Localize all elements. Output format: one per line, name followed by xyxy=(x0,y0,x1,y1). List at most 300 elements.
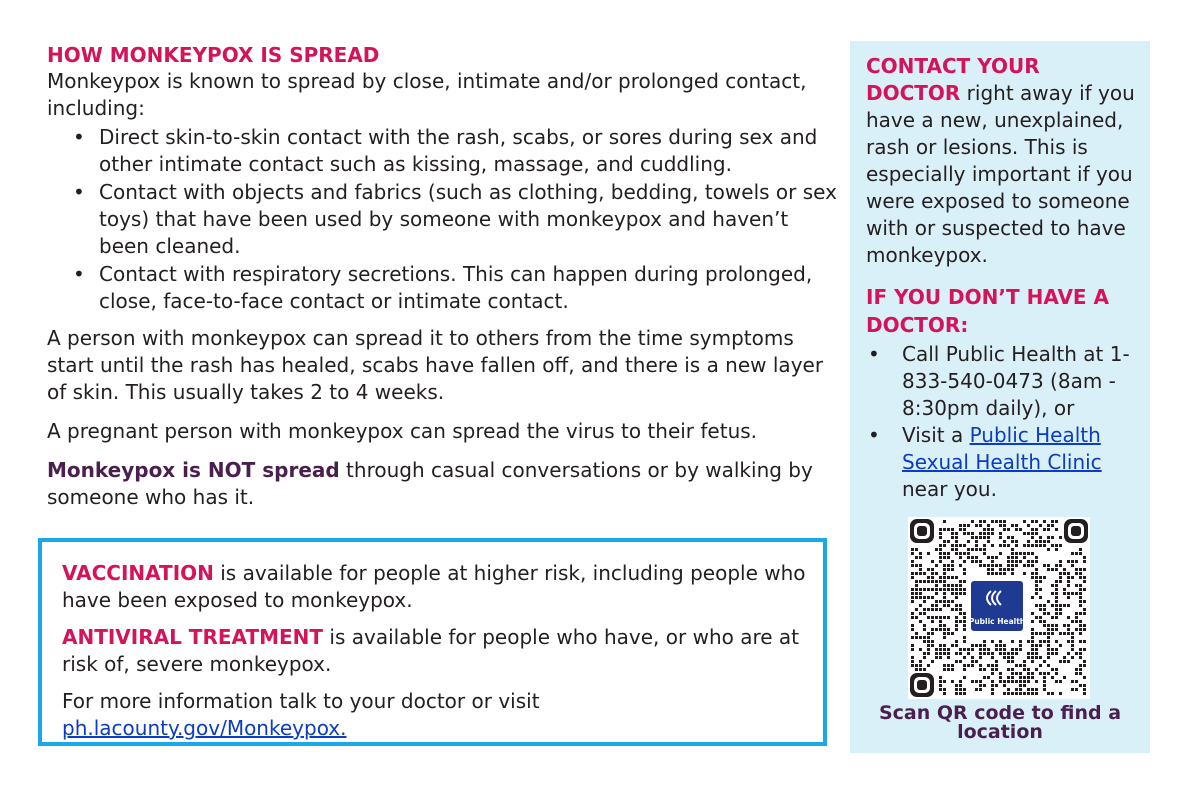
qr-module xyxy=(955,616,958,619)
qr-module xyxy=(1051,520,1054,523)
qr-module xyxy=(1055,544,1058,547)
qr-module xyxy=(943,636,946,639)
qr-module xyxy=(947,664,950,667)
qr-module xyxy=(1059,612,1062,615)
qr-module xyxy=(1015,540,1018,543)
qr-module xyxy=(951,532,954,535)
qr-module xyxy=(1051,676,1054,679)
qr-module xyxy=(1043,688,1046,691)
qr-module xyxy=(1015,652,1018,655)
qr-module xyxy=(987,532,990,535)
qr-module xyxy=(1071,576,1074,579)
qr-module xyxy=(959,580,962,583)
qr-module xyxy=(1039,620,1042,623)
qr-module xyxy=(1035,532,1038,535)
qr-module xyxy=(943,652,946,655)
qr-module xyxy=(1035,572,1038,575)
qr-module xyxy=(1039,640,1042,643)
qr-module xyxy=(1035,656,1038,659)
qr-module xyxy=(1035,604,1038,607)
qr-module xyxy=(963,676,966,679)
qr-module xyxy=(1031,576,1034,579)
qr-module xyxy=(1055,548,1058,551)
qr-module xyxy=(979,536,982,539)
qr-module xyxy=(951,536,954,539)
qr-module xyxy=(1007,656,1010,659)
qr-module xyxy=(987,556,990,559)
qr-module xyxy=(1003,528,1006,531)
no-doctor-list xyxy=(866,341,1138,503)
qr-module xyxy=(971,664,974,667)
qr-module xyxy=(995,520,998,523)
qr-module xyxy=(1011,560,1014,563)
visit-clinic-prefix: Visit a xyxy=(902,423,970,447)
qr-module xyxy=(1031,572,1034,575)
contact-doctor-paragraph xyxy=(866,53,1138,269)
qr-module xyxy=(939,528,942,531)
qr-module xyxy=(983,544,986,547)
qr-module xyxy=(1067,660,1070,663)
qr-module xyxy=(1003,540,1006,543)
qr-module xyxy=(1067,560,1070,563)
qr-module xyxy=(1079,552,1082,555)
antiviral-paragraph xyxy=(62,624,807,678)
qr-module xyxy=(1063,592,1066,595)
qr-module xyxy=(1071,560,1074,563)
qr-module xyxy=(911,600,914,603)
qr-module xyxy=(943,616,946,619)
qr-module xyxy=(979,648,982,651)
qr-module xyxy=(1007,668,1010,671)
qr-module xyxy=(1027,692,1030,695)
qr-module xyxy=(935,656,938,659)
qr-module xyxy=(983,640,986,643)
qr-module xyxy=(955,592,958,595)
qr-module xyxy=(963,592,966,595)
qr-module xyxy=(1019,640,1022,643)
qr-module xyxy=(915,572,918,575)
qr-module xyxy=(1059,536,1062,539)
qr-module xyxy=(951,664,954,667)
qr-module xyxy=(943,680,946,683)
qr-module xyxy=(1003,692,1006,695)
qr-module xyxy=(943,692,946,695)
qr-module xyxy=(979,664,982,667)
qr-module xyxy=(1079,588,1082,591)
qr-module xyxy=(1011,524,1014,527)
qr-module xyxy=(1047,652,1050,655)
qr-module xyxy=(911,612,914,615)
qr-module xyxy=(1027,540,1030,543)
qr-module xyxy=(943,552,946,555)
qr-module xyxy=(987,568,990,571)
spread-pregnancy-paragraph: A pregnant person with monkeypox can spread the virus to their fetus. xyxy=(47,419,758,443)
qr-module xyxy=(951,568,954,571)
qr-module xyxy=(991,564,994,567)
qr-module xyxy=(963,668,966,671)
qr-module xyxy=(1047,528,1050,531)
qr-module xyxy=(923,596,926,599)
qr-module xyxy=(1075,592,1078,595)
qr-module xyxy=(931,580,934,583)
qr-module xyxy=(1071,640,1074,643)
qr-module xyxy=(1015,564,1018,567)
qr-module xyxy=(1031,640,1034,643)
qr-module xyxy=(943,576,946,579)
qr-module xyxy=(1079,656,1082,659)
qr-module xyxy=(1047,612,1050,615)
qr-module xyxy=(1079,572,1082,575)
qr-module xyxy=(943,664,946,667)
qr-module xyxy=(1015,528,1018,531)
qr-module xyxy=(947,668,950,671)
qr-module xyxy=(927,652,930,655)
qr-module xyxy=(963,580,966,583)
qr-module xyxy=(1023,532,1026,535)
no-doctor-heading: IF YOU DON’T HAVE A DOCTOR: xyxy=(866,285,1110,337)
qr-module xyxy=(1079,568,1082,571)
qr-module xyxy=(955,608,958,611)
qr-module xyxy=(1079,576,1082,579)
qr-module xyxy=(1039,544,1042,547)
qr-module xyxy=(1035,580,1038,583)
qr-module xyxy=(935,584,938,587)
qr-module xyxy=(911,564,914,567)
qr-module xyxy=(1011,572,1014,575)
qr-module xyxy=(959,680,962,683)
qr-module xyxy=(911,596,914,599)
qr-module xyxy=(1055,628,1058,631)
qr-module xyxy=(967,652,970,655)
qr-module xyxy=(1043,672,1046,675)
qr-module xyxy=(1059,544,1062,547)
qr-module xyxy=(983,648,986,651)
qr-module xyxy=(959,528,962,531)
qr-module xyxy=(983,552,986,555)
more-info-paragraph xyxy=(62,688,807,742)
qr-module xyxy=(1031,544,1034,547)
qr-module xyxy=(1051,632,1054,635)
qr-module xyxy=(1023,684,1026,687)
qr-module xyxy=(939,560,942,563)
qr-module xyxy=(959,584,962,587)
qr-module xyxy=(1083,676,1086,679)
qr-module xyxy=(927,644,930,647)
qr-module xyxy=(1055,624,1058,627)
qr-module xyxy=(1083,688,1086,691)
qr-module xyxy=(979,652,982,655)
qr-module xyxy=(951,544,954,547)
qr-module xyxy=(1083,568,1086,571)
qr-module xyxy=(923,656,926,659)
qr-module xyxy=(983,548,986,551)
qr-module xyxy=(911,552,914,555)
qr-module xyxy=(947,652,950,655)
qr-module xyxy=(951,560,954,563)
qr-module xyxy=(1055,564,1058,567)
qr-module xyxy=(1007,676,1010,679)
qr-module xyxy=(939,588,942,591)
qr-module xyxy=(1027,564,1030,567)
qr-module xyxy=(1047,672,1050,675)
qr-module xyxy=(1079,620,1082,623)
qr-module xyxy=(927,580,930,583)
qr-module xyxy=(1083,648,1086,651)
qr-module xyxy=(955,544,958,547)
qr-module xyxy=(1031,636,1034,639)
qr-module xyxy=(931,596,934,599)
qr-module xyxy=(1031,536,1034,539)
qr-module xyxy=(975,524,978,527)
qr-module xyxy=(1039,580,1042,583)
qr-module xyxy=(927,576,930,579)
qr-module xyxy=(1075,584,1078,587)
qr-module xyxy=(1079,596,1082,599)
sexual-health-clinic-link[interactable]: Public Health Sexual Health Clinic xyxy=(902,423,1102,474)
vaccination-bold: VACCINATION xyxy=(62,561,214,585)
qr-module xyxy=(935,564,938,567)
qr-module xyxy=(1083,556,1086,559)
qr-module xyxy=(979,560,982,563)
qr-module xyxy=(1035,692,1038,695)
qr-module xyxy=(915,616,918,619)
qr-module xyxy=(939,676,942,679)
qr-module xyxy=(919,648,922,651)
qr-module xyxy=(935,588,938,591)
spread-intro: Monkeypox is known to spread by close, intimate and/or prolonged contact, including: xyxy=(47,69,807,120)
qr-module xyxy=(1051,524,1054,527)
qr-module xyxy=(1035,648,1038,651)
monkeypox-website-link[interactable]: ph.lacounty.gov/Monkeypox. xyxy=(62,716,347,740)
qr-module xyxy=(1075,688,1078,691)
qr-module xyxy=(987,664,990,667)
qr-module xyxy=(927,640,930,643)
qr-module xyxy=(955,536,958,539)
qr-module xyxy=(939,608,942,611)
qr-module xyxy=(943,540,946,543)
qr-module xyxy=(947,616,950,619)
qr-module xyxy=(923,608,926,611)
qr-module xyxy=(991,568,994,571)
qr-module xyxy=(1035,632,1038,635)
qr-module xyxy=(947,556,950,559)
qr-module xyxy=(1011,648,1014,651)
qr-module xyxy=(935,648,938,651)
qr-module xyxy=(995,648,998,651)
qr-module xyxy=(1063,572,1066,575)
qr-module xyxy=(979,644,982,647)
qr-module xyxy=(955,548,958,551)
qr-module xyxy=(915,596,918,599)
qr-module xyxy=(943,648,946,651)
qr-module xyxy=(951,668,954,671)
qr-module xyxy=(951,680,954,683)
qr-module xyxy=(991,664,994,667)
qr-module xyxy=(1075,560,1078,563)
qr-module xyxy=(1039,596,1042,599)
qr-module xyxy=(975,556,978,559)
qr-module xyxy=(1075,612,1078,615)
qr-module xyxy=(1031,520,1034,523)
qr-module xyxy=(951,528,954,531)
qr-module xyxy=(963,656,966,659)
spread-bullet-respiratory: • Contact with respiratory secretions. This can happen during prolonged, close, face-to-face contact or intimate contact. xyxy=(99,261,837,315)
qr-module xyxy=(919,668,922,671)
qr-module xyxy=(1083,692,1086,695)
qr-module xyxy=(943,604,946,607)
qr-module xyxy=(947,540,950,543)
qr-module xyxy=(1079,604,1082,607)
qr-module xyxy=(1075,652,1078,655)
qr-module xyxy=(911,616,914,619)
qr-module xyxy=(959,688,962,691)
qr-module xyxy=(1059,564,1062,567)
qr-module xyxy=(999,640,1002,643)
qr-module xyxy=(1015,524,1018,527)
qr-module xyxy=(1079,592,1082,595)
qr-module xyxy=(923,640,926,643)
qr-module xyxy=(931,588,934,591)
qr-module xyxy=(1039,588,1042,591)
qr-module xyxy=(999,672,1002,675)
qr-module xyxy=(1043,632,1046,635)
qr-module xyxy=(911,560,914,563)
qr-module xyxy=(963,636,966,639)
spread-bullet-list xyxy=(47,124,837,315)
qr-module xyxy=(1055,640,1058,643)
qr-module xyxy=(1015,560,1018,563)
qr-module xyxy=(975,680,978,683)
qr-module xyxy=(939,536,942,539)
qr-module xyxy=(1027,672,1030,675)
qr-module xyxy=(943,556,946,559)
qr-module xyxy=(1083,660,1086,663)
qr-module xyxy=(999,532,1002,535)
qr-module xyxy=(923,580,926,583)
qr-module xyxy=(1071,620,1074,623)
qr-module xyxy=(1039,576,1042,579)
qr-module xyxy=(1083,600,1086,603)
qr-module xyxy=(1035,652,1038,655)
qr-module xyxy=(919,588,922,591)
qr-module xyxy=(1023,572,1026,575)
qr-module xyxy=(983,536,986,539)
qr-module xyxy=(1019,684,1022,687)
qr-module xyxy=(1047,548,1050,551)
qr-module xyxy=(1067,592,1070,595)
qr-module xyxy=(1031,688,1034,691)
qr-module xyxy=(959,524,962,527)
qr-module xyxy=(983,676,986,679)
qr-module xyxy=(991,528,994,531)
qr-module xyxy=(927,664,930,667)
qr-module xyxy=(1003,544,1006,547)
qr-caption: Scan QR code to find a location xyxy=(878,702,1122,743)
qr-module xyxy=(1015,692,1018,695)
qr-module xyxy=(943,568,946,571)
qr-module xyxy=(979,688,982,691)
qr-module xyxy=(915,556,918,559)
qr-module xyxy=(1039,644,1042,647)
qr-module xyxy=(1035,668,1038,671)
qr-module xyxy=(1027,552,1030,555)
qr-module xyxy=(951,644,954,647)
qr-module xyxy=(1007,544,1010,547)
qr-module xyxy=(999,552,1002,555)
qr-module xyxy=(1011,680,1014,683)
qr-module xyxy=(1051,648,1054,651)
qr-module xyxy=(1059,608,1062,611)
qr-module xyxy=(1055,668,1058,671)
qr-module xyxy=(1079,684,1082,687)
qr-module xyxy=(975,560,978,563)
qr-module xyxy=(1075,628,1078,631)
qr-module xyxy=(943,688,946,691)
qr-module xyxy=(1035,556,1038,559)
qr-module xyxy=(959,648,962,651)
qr-module xyxy=(935,604,938,607)
qr-module xyxy=(983,528,986,531)
qr-module xyxy=(1031,560,1034,563)
qr-module xyxy=(1083,664,1086,667)
qr-module xyxy=(963,572,966,575)
qr-module xyxy=(915,588,918,591)
qr-module xyxy=(1063,604,1066,607)
qr-module xyxy=(1055,600,1058,603)
qr-module xyxy=(1051,652,1054,655)
qr-module xyxy=(1075,616,1078,619)
qr-module xyxy=(959,612,962,615)
qr-module xyxy=(951,588,954,591)
qr-module xyxy=(955,688,958,691)
qr-module xyxy=(1015,664,1018,667)
qr-module xyxy=(955,576,958,579)
qr-module xyxy=(1079,664,1082,667)
qr-module xyxy=(979,520,982,523)
qr-module xyxy=(999,644,1002,647)
qr-module xyxy=(1031,596,1034,599)
qr-code[interactable] xyxy=(908,517,1090,699)
qr-module xyxy=(1023,556,1026,559)
qr-module xyxy=(947,552,950,555)
qr-module xyxy=(1063,632,1066,635)
qr-module xyxy=(983,668,986,671)
qr-module xyxy=(963,612,966,615)
qr-module xyxy=(979,684,982,687)
qr-module xyxy=(1055,616,1058,619)
qr-module xyxy=(1023,664,1026,667)
qr-module xyxy=(991,652,994,655)
call-public-health-item: • Call Public Health at 1-833-540-0473 (8am - 8:30pm daily), or xyxy=(902,341,1138,422)
qr-module xyxy=(1043,604,1046,607)
qr-module xyxy=(1031,528,1034,531)
qr-module xyxy=(1051,536,1054,539)
qr-module xyxy=(1031,552,1034,555)
qr-module xyxy=(1011,536,1014,539)
public-health-logo-text: Public Health xyxy=(968,617,1026,626)
qr-module xyxy=(919,556,922,559)
qr-module xyxy=(955,660,958,663)
qr-module xyxy=(1015,680,1018,683)
qr-module xyxy=(1039,632,1042,635)
qr-module xyxy=(939,652,942,655)
qr-module xyxy=(931,572,934,575)
qr-module xyxy=(1019,688,1022,691)
not-spread-rest: through casual conversations or by walking by someone who has it. xyxy=(47,458,813,509)
qr-module xyxy=(1031,628,1034,631)
qr-module xyxy=(927,616,930,619)
more-info-text: For more information talk to your doctor or visit xyxy=(62,689,540,713)
